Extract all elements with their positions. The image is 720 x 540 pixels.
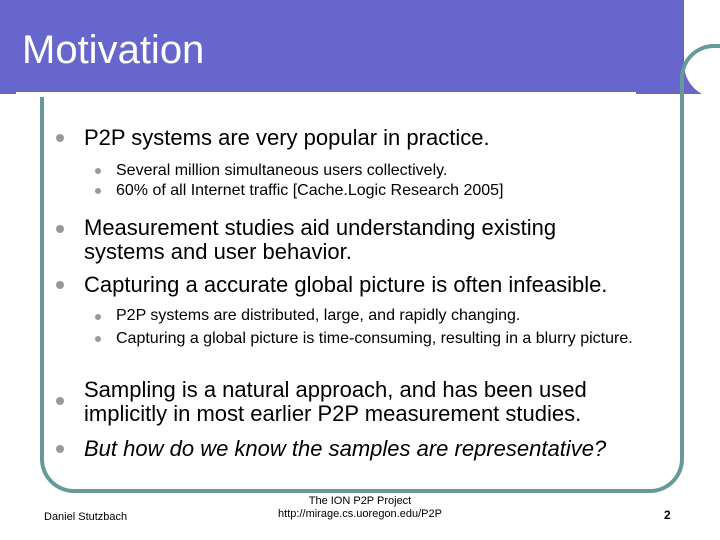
footer-project-name: The ION P2P Project xyxy=(308,495,412,507)
bullet-dot-icon xyxy=(56,134,64,142)
bullet-level1: P2P systems are very popular in practice. xyxy=(84,125,490,150)
bullet-level1: But how do we know the samples are representative? xyxy=(84,436,607,461)
bullet-dot-icon xyxy=(56,281,64,289)
page-number: 2 xyxy=(664,508,671,522)
bullet-level2: Capturing a global picture is time-consuming, resulting in a blurry picture. xyxy=(116,330,633,347)
bullet-level1: Capturing a accurate global picture is often infeasible. xyxy=(84,272,608,297)
bullet-dot-icon xyxy=(56,397,64,405)
bullet-level2: Several million simultaneous users collectively. xyxy=(116,162,448,179)
bullet-dot-icon xyxy=(95,314,101,320)
bullet-dot-icon xyxy=(56,445,64,453)
bullet-level1: Sampling is a natural approach, and has been used implicitly in most earlier P2P measurement studies. xyxy=(84,377,587,426)
bullet-level2: 60% of all Internet traffic [Cache.Logic Research 2005] xyxy=(116,182,504,199)
bullet-dot-icon xyxy=(56,225,64,233)
bullet-dot-icon xyxy=(95,188,101,194)
bullet-level2: P2P systems are distributed, large, and rapidly changing. xyxy=(116,307,521,324)
footer-author: Daniel Stutzbach xyxy=(44,511,128,523)
bullet-dot-icon xyxy=(95,168,101,174)
bullet-dot-icon xyxy=(95,336,101,342)
footer-project xyxy=(260,495,460,521)
slide-title: Motivation xyxy=(22,28,205,72)
footer-project-url: http://mirage.cs.uoregon.edu/P2P xyxy=(278,508,442,520)
bullet-level1: Measurement studies aid understanding existing systems and user behavior. xyxy=(84,215,557,264)
